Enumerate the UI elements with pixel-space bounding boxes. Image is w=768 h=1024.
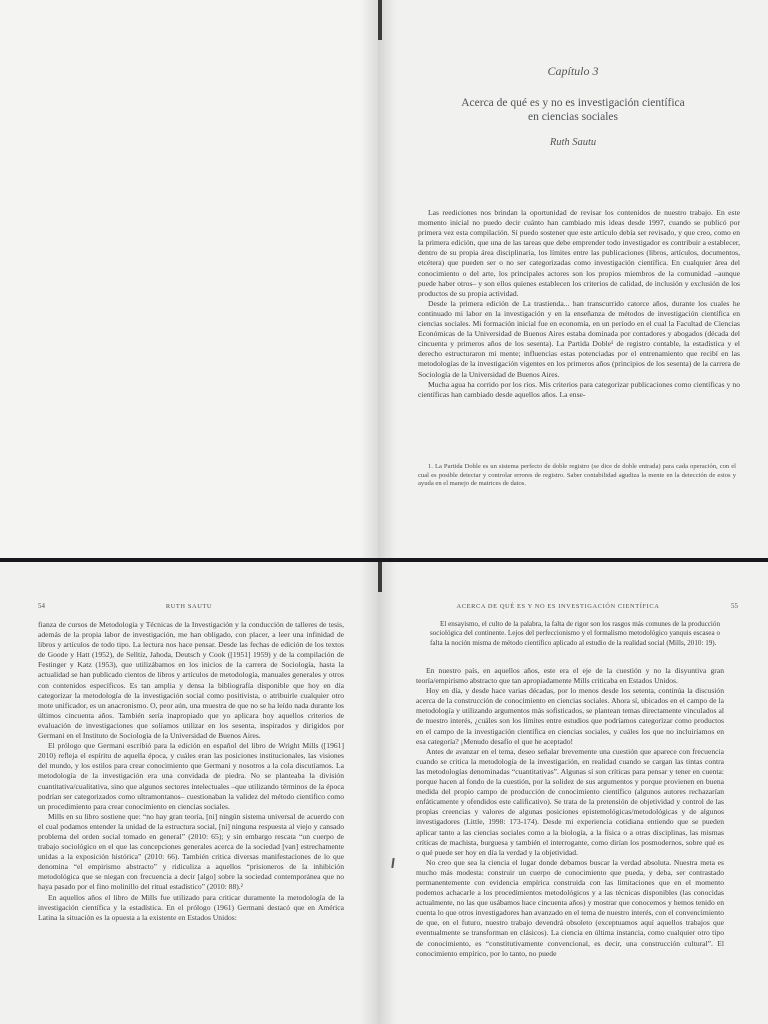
paragraph: El prólogo que Germani escribió para la edición en español del libro de Wright Mills ([1961] 2010) refleja el espíritu de aquella época, y cuáles eran las posiciones institucionales, las visiones del mundo, y los estilos para crear conocimiento que Germani y nosotros a la cola discutíamos. La metodología de la investigación era una convidada de piedra. No se planteaba la división cuantitativa/cualitativa, sino que algunos sectores intelectuales –que utilizando términos de la época podrían ser categorizados como ultramontanos– cuestionaban la validez del método científico como un procedimiento para crear conocimiento en ciencias sociales. (38, 741, 344, 811)
paragraph: En nuestro país, en aquellos años, este era el eje de la cuestión y no la disyuntiva gran teoría/empirismo abstracto que tan apropiadamente Mills criticaba en Estados Unidos. (416, 666, 724, 686)
running-head: ACERCA DE QUÉ ES Y NO ES INVESTIGACIÓN CIENTÍFICA (456, 603, 660, 610)
page-54-body (38, 620, 344, 923)
page-number: 55 (731, 602, 738, 610)
binding-mark (378, 562, 382, 592)
paragraph: Desde la primera edición de La trastienda... han transcurrido catorce años, durante los cuales he continuado mi labor en la investigación y en la enseñanza de métodos de investigación científica en ciencias sociales. Mi formación inicial fue en economía, en un período en el cual la Facultad de Ciencias Económicas de la Universidad de Buenos Aires estaba dominada por contadores y abogados (década del cincuenta y primeros años de los sesenta). La Partida Doble¹ de registro contable, la estadística y el derecho estructuraron mi mente; influencias estas potenciadas por el entrenamiento que recibí en las metodologías de la investigación vigentes en los primeros años (principios de los sesenta) de la carrera de Sociología de la Universidad de Buenos Aires. (418, 298, 740, 379)
chapter-title-line-1: Acerca de qué es y no es investigación científica (461, 97, 685, 109)
running-head: RUTH SAUTU (165, 603, 213, 610)
paragraph: Antes de avanzar en el tema, deseo señalar brevemente una cuestión que aparece con frecuencia cuando se critica la metodología de la investigación, en realidad cuando se cargan las tintas contra las metodologías denominadas “cuantitativas”. Algunas sí son críticas para pensar y tener en cuenta: porque hacen al fondo de la cuestión, por la solidez de sus argumentos y porque provienen en buena medida del propio campo de producción de conocimiento científico (algunos autores rechazarían enfáticamente y ofendidos este calificativo). Se trata de la pretensión de objetividad y control de las propias creencias y valores de algunas posiciones epistemológicas/metodológicas y de algunos investigadores (Little, 1998: 173-174). Desde mi experiencia cotidiana entiendo que se pueden aplicar tanto a las ciencias sociales como a la biología, a la física o a otras disciplinas, las mismas críticas de machista, burguesa y también el interrogante, como dirían los posmodernos, sobre qué es o qué puede ser hoy en día la verdad y la objetividad. (416, 746, 724, 857)
blank-left-page (0, 0, 378, 558)
page-55-body (416, 666, 724, 959)
chapter-body (418, 208, 740, 400)
paragraph: fianza de cursos de Metodología y Técnicas de la Investigación y la conducción de talleres de tesis, además de la propia labor de investigación, me han obligado, con placer, a leer una infinidad de libros y artículos de todo tipo. La lectura nos hace pensar. Desde las fechas de edición de los textos de Goode y Hatt (1952), de Selltiz, Jahoda, Deutsch y Cook ([1951] 1959) y de la compilación de Festinger y Katz (1953), que utilizábamos en los inicios de la carrera de Sociología, hasta la actualidad se han publicado cientos de libros y artículos de metodología, manuales generales y otros con contenidos específicos. Es tan amplia y densa la bibliografía disponible que hoy en día categorizar la metodología de la investigación social como positivista, o atribuirle cualquier otro mote unificador, es un anacronismo. O, peor aún, una muestra de que no se ha leído nada durante los últimos cincuenta años. También sería inapropiado que yo aplicara hoy aquellos criterios de evaluación de investigaciones que solíamos utilizar en los sesenta, inspirados y dirigidos por Germani en el Instituto de Sociología de la Universidad de Buenos Aires. (38, 620, 344, 741)
paragraph: Las reediciones nos brindan la oportunidad de revisar los contenidos de nuestro trabajo. En este momento inicial no puedo decir cuánto han cambiado mis ideas desde 1997, cuando se publicó por primera vez esta compilación. Sí puedo sostener que este artículo debía ser revisado, y que creo, como en la primera edición, que una de las tareas que debe emprender todo investigador es contribuir a establecer, dentro de su propia área disciplinaria, los límites entre las publicaciones (libros, artículos, documentos, etcétera) que pueden ser o no ser categorizadas como investigación científica. En cualquier área del conocimiento o del arte, los principales actores son los propios miembros de la comunidad –aunque puede haber otros– y son ellos quienes establecen los criterios de calidad, de inclusión y exclusión de los productos de su propia actividad. (418, 208, 740, 298)
binding-mark (378, 0, 382, 40)
paragraph: Hoy en día, y desde hace varias décadas, por lo menos desde los setenta, continúa la discusión acerca de la construcción de conocimiento en ciencias sociales. Ahora sí, ubicados en el campo de la metodología y utilizando argumentos más sofisticados, se plantean temas directamente vinculados al de nuestro interés, ¿cuáles son los límites entre estudios que podríamos categorizar como productos en el campo de la investigación científica en ciencias sociales, y cuáles los que no incluiríamos en esa categoría? ¡Menudo desafío el que he aceptado! (416, 686, 724, 746)
paragraph: Mills en su libro sostiene que: “no hay gran teoría, [ni] ningún sistema universal de acuerdo con el cual podamos entender la unidad de la estructura social, [ni] ninguna respuesta al viejo y cansado problema del orden social tomado en general” (2010: 65); y sin embargo rescata “un cuerpo de trabajo sociológico en el que las concepciones generales acerca de la sociedad [van] estrechamente unidas a la exposición histórica” (2010: 66). También critica diversas manifestaciones de lo que denomina “el empirismo abstracto” y ridiculiza a aquellos “prisioneros de la inhibición metodológica que se niegan con frecuencia a decir [algo] sobre la sociedad contemporánea que no haya pasado por el fino molinillo del ritual estadístico” (2010: 88).² (38, 811, 344, 892)
page-55 (378, 562, 768, 1024)
footnote (418, 463, 736, 489)
paragraph: No creo que sea la ciencia el lugar donde debamos buscar la verdad absoluta. Nuestra meta es mucho más modesta: construir un cuerpo de conocimiento que pueda, y deba, ser contrastado permanentemente con evidencia empírica construida con las limitaciones que en el momento podemos achacarle a los procedimientos metodológicos y a las técnicas disponibles (las conocidas actualmente, no las que usábamos hace cincuenta años) y mostrar que conocemos y hemos tenido en cuenta lo que otros investigadores han avanzado en el tema de nuestro interés, con el convencimiento de que, en el futuro, nuestro trabajo devendrá obsoleto (exceptuamos aquí aquellos trabajos que eventualmente se transforman en clásicos). La ciencia en última instancia, como cualquier otro tipo de conocimiento, es “constitutivamente convencional, es decir, una construcción cultural”. El conocimiento empírico, por lo tanto, no puede (416, 857, 724, 958)
paragraph: Mucha agua ha corrido por los ríos. Mis criterios para categorizar publicaciones como científicas y no científicas han cambiado desde aquellos años. La ense- (418, 379, 740, 399)
paragraph: En aquellos años el libro de Mills fue utilizado para criticar duramente la metodología de la investigación científica y la estadística. En el prólogo (1961) Germani destacó que en América Latina la situación es la opuesta a la existente en Estados Unidos: (38, 892, 344, 922)
chapter-opening-page (378, 0, 768, 558)
block-quote (430, 620, 720, 648)
chapter-author: Ruth Sautu (549, 137, 597, 148)
page-number: 54 (38, 602, 45, 610)
chapter-label: Capítulo 3 (547, 64, 599, 78)
chapter-title-line-2: en ciencias sociales (527, 111, 619, 123)
page-54 (0, 562, 378, 1024)
quote-text: El ensayismo, el culto de la palabra, la falta de rigor son los rasgos más comunes de la producción sociológica del continente. Lejos del perfeccionismo y el formalismo metodológico yanquis escasea o falta la noción misma de método científico aplicado al estudio de la realidad social (Mills, 2010: 19). (430, 620, 720, 647)
chapter-title (418, 96, 728, 124)
footnote-text: 1. La Partida Doble es un sistema perfecto de doble registro (se dice de doble entrada) para cada operación, con el cual es posible detectar y controlar errores de registro. Saber contabilidad agudiza la mente en la detección de estos y ayuda en el manejo de matrices de datos. (418, 463, 736, 488)
